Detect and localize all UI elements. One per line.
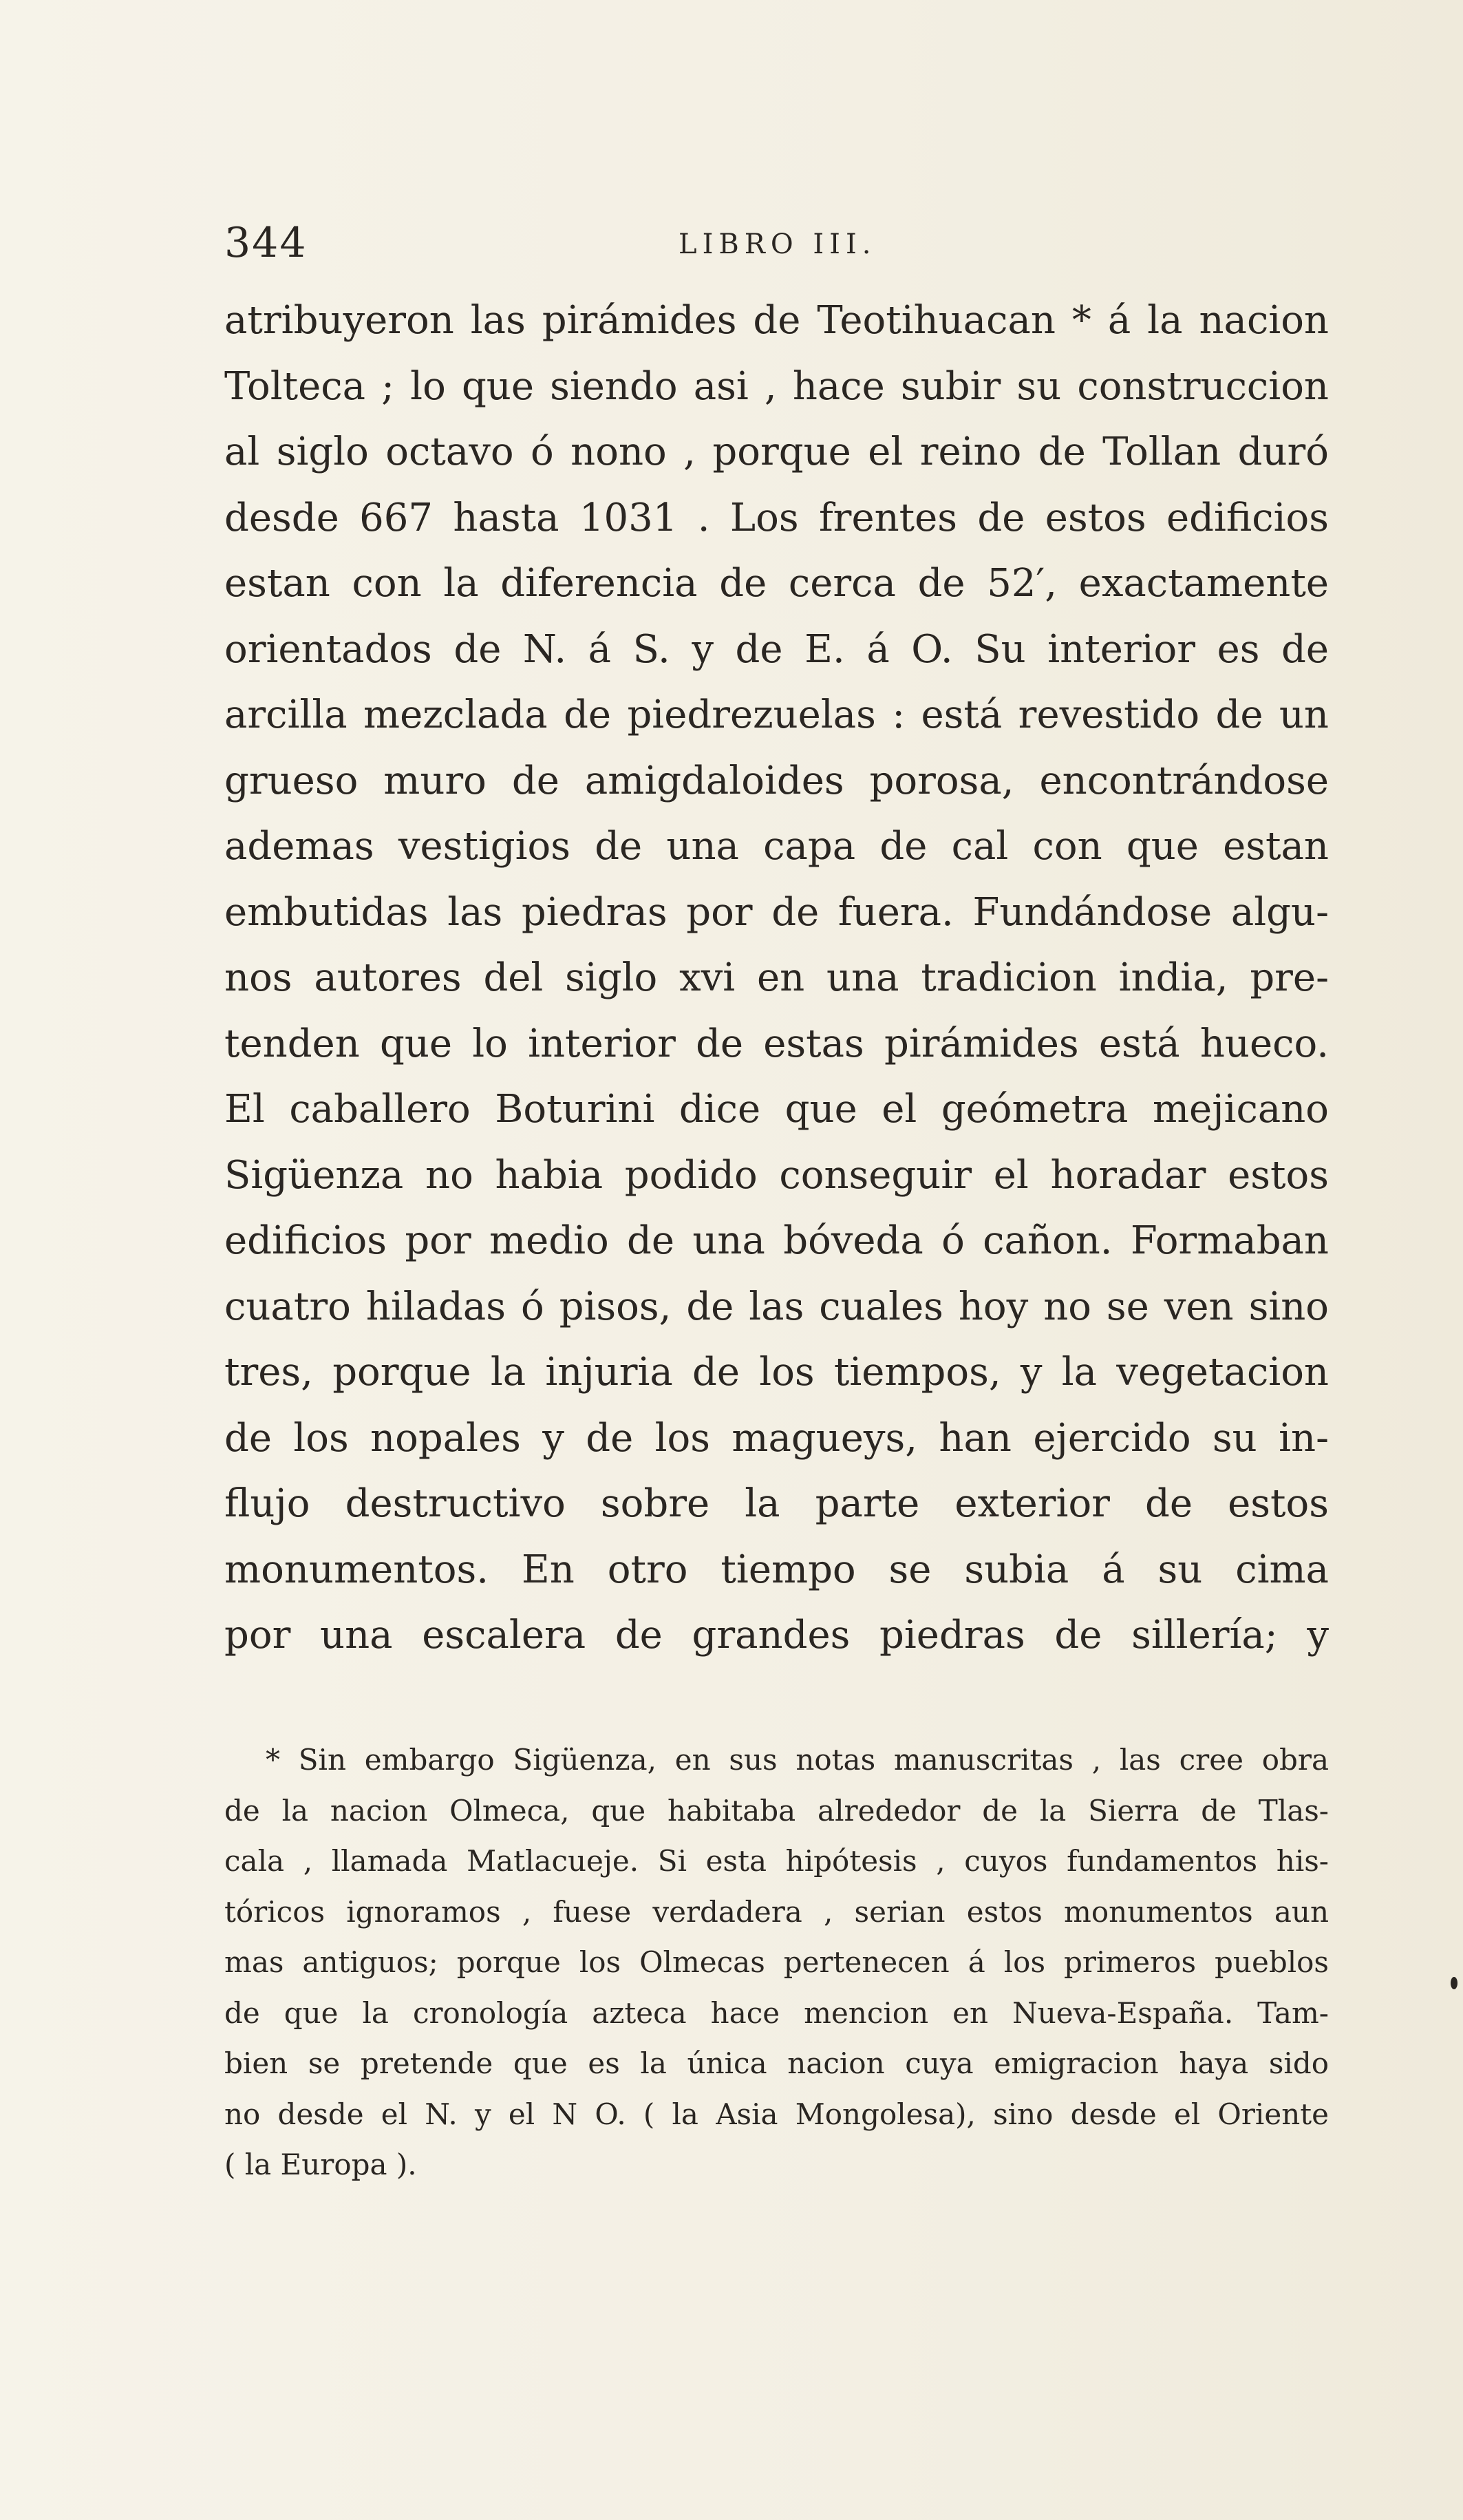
footnote-line: mas antiguos; porque los Olmecas pertenecen á los primeros pueblos	[224, 1945, 1329, 1979]
page-number: 344	[224, 219, 308, 267]
body-line: nos autores del siglo xvi en una tradicion india, pre-	[224, 955, 1329, 1000]
footnote-line: no desde el N. y el N O. ( la Asia Mongolesa), sino desde el Oriente	[224, 2097, 1329, 2131]
footnote-line: cala , llamada Matlacueje. Si esta hipótesis , cuyos fundamentos his-	[224, 1844, 1329, 1878]
footnote-line: * Sin embargo Sigüenza, en sus notas manuscritas , las cree obra	[266, 1743, 1329, 1777]
ink-mark	[1451, 1977, 1457, 1989]
body-line: orientados de N. á S. y de E. á O. Su interior es de	[224, 626, 1329, 672]
body-line: por una escalera de grandes piedras de sillería; y	[224, 1613, 1329, 1658]
body-line: al siglo octavo ó nono , porque el reino de Tollan duró	[224, 430, 1329, 474]
body-text	[224, 288, 1329, 1669]
body-line: Sigüenza no habia podido conseguir el horadar estos	[224, 1152, 1329, 1198]
body-line: flujo destructivo sobre la parte exterior de estos	[224, 1481, 1329, 1526]
body-line: arcilla mezclada de piedrezuelas : está revestido de un	[224, 692, 1329, 737]
footnote-line: de que la cronología azteca hace mencion en Nueva-España. Tam-	[224, 1995, 1329, 2030]
footnote-line: tóricos ignoramos , fuese verdadera , serian estos monumentos aun	[224, 1894, 1329, 1929]
body-line: desde 667 hasta 1031 . Los frentes de estos edificios	[224, 495, 1329, 540]
body-line: ademas vestigios de una capa de cal con que estan	[224, 824, 1329, 869]
body-line: monumentos. En otro tiempo se subia á su cima	[224, 1547, 1329, 1592]
body-line: tenden que lo interior de estas pirámides está hueco.	[224, 1021, 1329, 1066]
body-line: El caballero Boturini dice que el geómetra mejicano	[224, 1087, 1329, 1132]
footnote-line: ( la Europa ).	[224, 2148, 417, 2181]
body-line: Tolteca ; lo que siendo asi , hace subir su construccion	[224, 363, 1329, 409]
body-line: tres, porque la injuria de los tiempos, y la vegetacion	[224, 1350, 1329, 1395]
body-line: atribuyeron las pirámides de Teotihuacan * á la nacion	[224, 298, 1329, 343]
body-line: estan con la diferencia de cerca de 52′, exactamente	[224, 561, 1329, 606]
footnote-line: bien se pretende que es la única nacion cuya emigracion haya sido	[224, 2046, 1329, 2080]
footnote-line: de la nacion Olmeca, que habitaba alrededor de la Sierra de Tlas-	[224, 1793, 1329, 1828]
running-head: LIBRO III.	[679, 229, 877, 260]
footnote	[224, 1735, 1329, 2190]
body-line: de los nopales y de los magueys, han ejercido su in-	[224, 1415, 1329, 1461]
body-line: edificios por medio de una bóveda ó cañon. Formaban	[224, 1218, 1329, 1263]
body-line: grueso muro de amigdaloides porosa, encontrándose	[224, 758, 1329, 803]
body-line: cuatro hiladas ó pisos, de las cuales hoy no se ven sino	[224, 1284, 1329, 1329]
body-line: embutidas las piedras por de fuera. Fundándose algu-	[224, 889, 1329, 935]
page-header	[224, 219, 1329, 281]
